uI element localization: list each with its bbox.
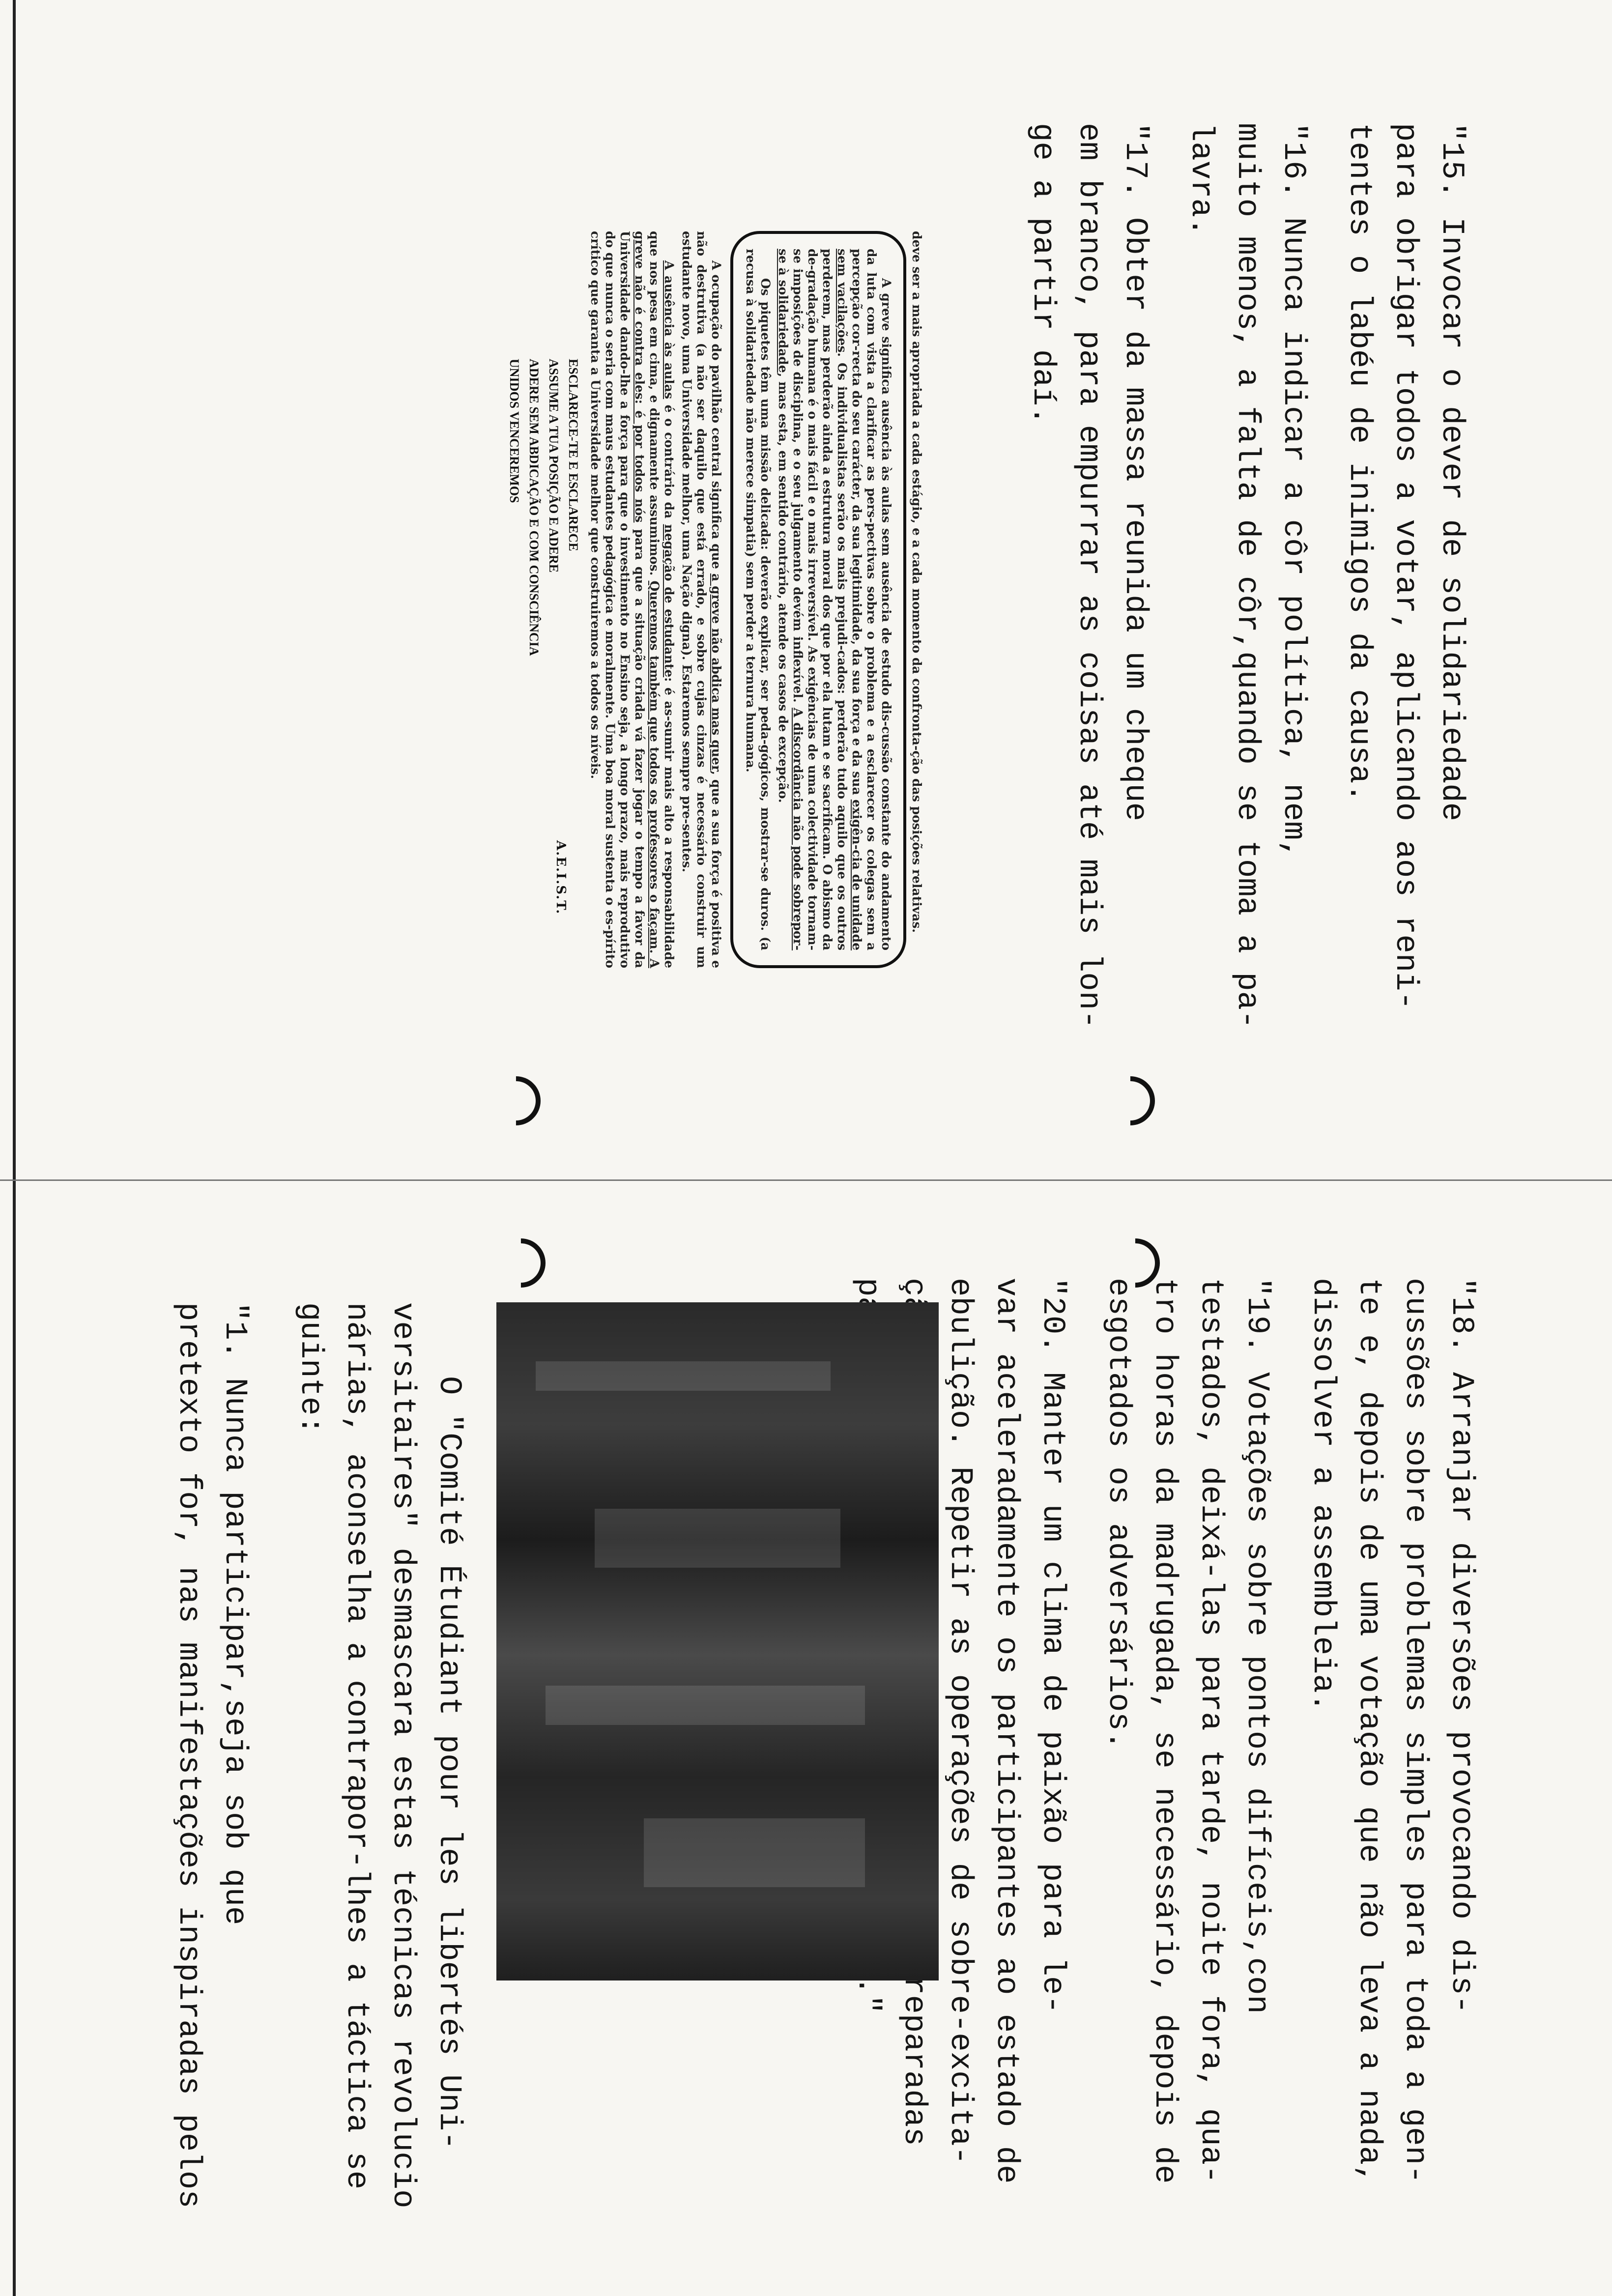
slogan-line: ESCLARECE-TE E ESCLARECE [566,359,580,551]
slogan-line: ASSUME A TUA POSIÇÃO E ADERE [547,359,561,573]
leaflet-greve-paragraph: A greve significa ausência às aulas sem ausência de estudo dis-cussão constante do andamento da luta com vista a clarificar as pers-pectivas sobre o problema e a esclarecer os colegas sem a percepção cor-recta do seu carácter, da sua legitimidade, da sua força e da sua exigên-cia de unidade sem vacilações. Os individualistas serão os mais prejudi-cados: perderão tudo aquilo que os outros perderem, mas perderão ainda a estrutura moral dos que por ela lutam e se sacrificam. O abismo da de-gradação humana é o mais fácil e o mais irreversível. As exigências de uma colectividade tornam-se imposições de disciplina, e o seu julgamento devém inflexível. A discordância não pode sobrepor-se à solidariedade, mas esta, em sentido contrário, atende os casos de excepção. [776,249,893,950]
paragraph-17: "17. Obter da massa reunida um cheque em branco, para empurrar as coisas até mais lon- ge a partir daí. [1025,123,1152,1029]
binder-hole-mark [486,1228,555,1297]
leaflet-inset [504,231,924,968]
comite-text-block [145,1302,472,2261]
comite-paragraph: O "Comité Étudiant pour les libertés Uni- versitaires" desmascara estas técnicas revolucio nárias, aconselha a contrapor-lhes a táctica se guinte: [292,1302,466,2209]
binder-hole-mark [481,1066,550,1135]
leaflet-intro: deve ser a mais apropriada a cada estágio, e a cada momento da confronta-ção das posições relativas. [910,231,924,933]
slogan-line: ADERE SEM ABDICAÇÃO E COM CONSCIÊNCIA [527,359,541,656]
slogan-block [504,359,583,968]
slogan-line: UNIDOS VENCEREMOS [507,359,521,503]
boxed-passage [730,231,906,968]
paragraph-20: "20. Manter um clima de paixão para le- var aceleradamente os participantes ao estado de ebulição. Repetir as operações de sobre-excita- preparadas [896,1278,1070,2184]
paragraph-15: "15. Invocar o dever de solidariedade para obrigar todos a votar, aplicando aos reni- tentes o labéu de inimigos da causa. [1341,123,1469,1010]
leaflet-piquetes-paragraph: Os piquetes têm uma missão delicada: deverão explicar, ser peda-gógicos, mostrar-se duros. (a recusa à solidariedade não merece simpatia) sem perder a ternura humana. [744,249,773,950]
page-edge [13,0,16,2296]
paragraph-19: "19. Votações sobre pontos difíceis,con testados, deixá-las para tarde, noite fora, qua- tro horas da madrugada, se necessário, depois de esgotados os adversários. [1100,1278,1274,2184]
signature: A.E.I.S.T. [553,840,568,915]
rule-1: "1. Nunca participar,seja sob que pretexto for, nas manifestações inspiradas pelos [171,1302,252,2209]
paragraph-16: "16. Nunca indicar a côr política, nem, muito menos, a falta de côr,quando se toma a pa- lavra. [1183,123,1311,1029]
photograph [496,1302,939,1980]
leaflet-ocupacao-paragraph: A ocupação do pavilhão central significa que a greve não abdica mas quer, que a sua força é positiva e não destrutiva (a não ser daquilo que está errado, e sobre cujas cinzas é necessário construir um estudante novo, uma Universidade melhor, uma Nação digna). Estaremos sempre pre-sentes. [680,231,723,968]
paragraph-18: "18. Arranjar diversões provocando dis- cussões sobre problemas simples para toda a gen- te e, depois de uma votação que não leva a nada, dissolver a assembleia. [1305,1278,1479,2184]
leaflet-ausencia-paragraph: A ausência às aulas é o contrário da negação de estudante: é as-sumir mais alto a responsabilidade que nos pesa em cima, e dignamente assumimos. Queremos também que todos os professores o façam. A greve não é contra eles: é por todos nós para que a situação criada vá fazer jogar o tempo a favor da Universidade dando-lhe a força para que o investimento no Ensino seja, a longo prazo, mais reprodutivo do que nunca o seria com maus estudantes pedagógica e moralmente. Uma boa moral sustenta o es-pírito crítico que garanta a Universidade melhor que construiremos a todos os níveis. [588,231,676,969]
fold-line [0,1179,1612,1181]
top-typed-text [1000,123,1474,1106]
